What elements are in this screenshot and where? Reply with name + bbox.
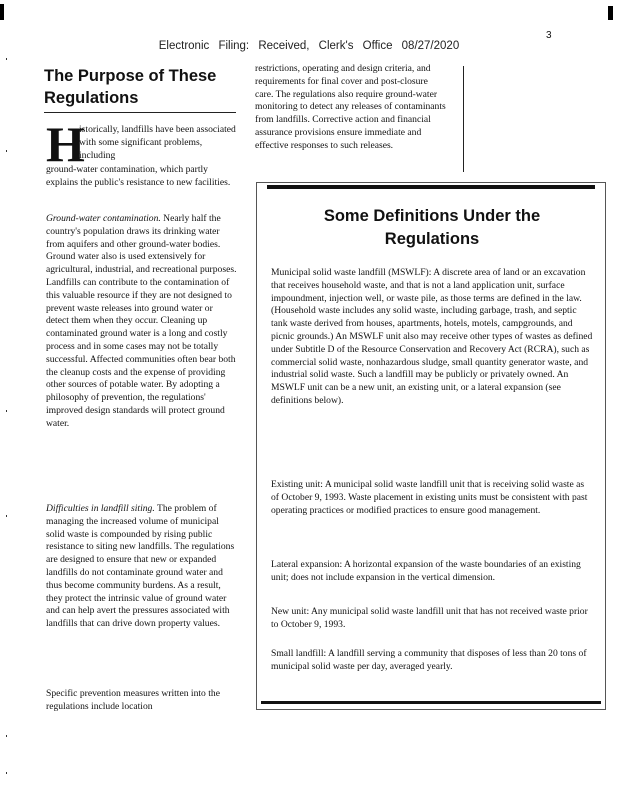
- ground-water-heading: Ground-water contamination.: [46, 213, 161, 224]
- definition-term: New unit:: [271, 606, 310, 617]
- scan-registration-mark-left: [0, 4, 4, 20]
- purpose-title: The Purpose of These Regulations: [44, 67, 217, 107]
- scan-artifact-dot: [6, 735, 7, 737]
- definitions-box-bottom-rule: [261, 701, 601, 704]
- siting-paragraph: [46, 503, 238, 631]
- scan-registration-mark-right: [608, 6, 613, 20]
- intro-paragraph-rest: ground-water contamination, which partly explains the public's resistance to new facilities.: [46, 164, 231, 188]
- scan-artifact-dot: [6, 515, 7, 517]
- definition-term: Small landfill:: [271, 648, 327, 659]
- definition-text: A discrete area of land or an excavation that receives household waste, and that is not a land application unit, surface impoundment, injection well, or waste pile, as those terms are defined in the law. (Household waste includes any solid waste, including garbage, trash, and septic tank waste derived from houses, apartments, hotels, motels, campgrounds, and picnic grounds.) An MSWLF unit also may receive other types of wastes as defined under Subtitle D of the Resource Conservation and Recovery Act (RCRA), such as commercial solid waste, nonhazardous sludge, small quantity generator waste, and industrial solid waste. Such a landfill may be publicly or privately owned. An MSWLF unit can be a new unit, an existing unit, or a lateral expansion (see definitions below).: [271, 267, 593, 406]
- page-number: 3: [546, 30, 552, 41]
- column-two-continuation: restrictions, operating and design criteria, and requirements for final cover and post-closure care. The regulations also require ground-water monitoring to detect any releases of contaminants from landfills. Corrective action and financial assurance provisions ensure immediate and effective responses to such releases.: [255, 63, 446, 151]
- siting-heading: Difficulties in landfill siting.: [46, 503, 155, 514]
- definition-term: Municipal solid waste landfill (MSWLF):: [271, 267, 432, 278]
- filing-header: Electronic Filing: Received, Clerk's Office 08/27/2020: [158, 40, 460, 52]
- intro-paragraph-start: istorically, landfills have been associated with some significant problems, including: [79, 124, 236, 161]
- siting-body: The problem of managing the increased volume of municipal solid waste is compounded by rising public resistance to siting new landfills. The regulations are designed to ensure that new or expanded landfills do not contaminate ground water and thus become community burdens. As a result, they protect the intrinsic value of ground water and can help avert the pressures associated with landfills that can drive down property values.: [46, 503, 235, 630]
- ground-water-paragraph: [46, 213, 238, 431]
- definition-text: A horizontal expansion of the waste boundaries of an existing unit; does not include expansion in the vertical dimension.: [271, 559, 581, 583]
- scan-artifact-dot: [6, 150, 7, 152]
- title-rule: [44, 112, 236, 113]
- definition-text: A landfill serving a community that disposes of less than 20 tons of municipal solid waste per day, averaged yearly.: [271, 648, 587, 672]
- drop-cap: H: [46, 116, 85, 172]
- scan-artifact-dot: [6, 410, 7, 412]
- definition-lateral-expansion: [271, 559, 593, 585]
- prevention-measures-paragraph: Specific prevention measures written into the regulations include location: [46, 688, 220, 712]
- definitions-box-top-rule: [267, 185, 595, 189]
- definition-text: A municipal solid waste landfill unit that is receiving solid waste as of October 9, 1993. Waste placement in existing units must be consistent with past operating practices or modified practices to ensure good management.: [271, 479, 588, 516]
- definition-text: Any municipal solid waste landfill unit that has not received waste prior to October 9, 1993.: [271, 606, 588, 630]
- definition-term: Lateral expansion:: [271, 559, 343, 570]
- definition-term: Existing unit:: [271, 479, 323, 490]
- definition-existing-unit: [271, 479, 593, 517]
- definitions-title: Some Definitions Under the Regulations: [323, 207, 541, 248]
- scan-artifact-dot: [6, 772, 7, 774]
- column-divider-bar: [463, 66, 464, 172]
- scan-artifact-dot: [6, 58, 7, 60]
- definition-new-unit: [271, 606, 593, 632]
- definitions-box: [256, 182, 606, 710]
- definition-mswlf: [271, 267, 593, 408]
- definition-small-landfill: [271, 648, 593, 674]
- ground-water-body: Nearly half the country's population draws its drinking water from aquifers and other ground-water bodies. Ground water also is used extensively for agricultural, industrial, and recreational purposes. Landfills can contribute to the contamination of this valuable resource if they are not designed to prevent waste releases into ground water or detect them when they occur. Cleaning up contaminated ground water is a long and costly process and in some cases may not be totally successful. Affected communities often bear both the cleanup costs and the expense of providing other sources of potable water. By adopting a philosophy of prevention, the regulations' improved design standards will protect ground water.: [46, 213, 237, 429]
